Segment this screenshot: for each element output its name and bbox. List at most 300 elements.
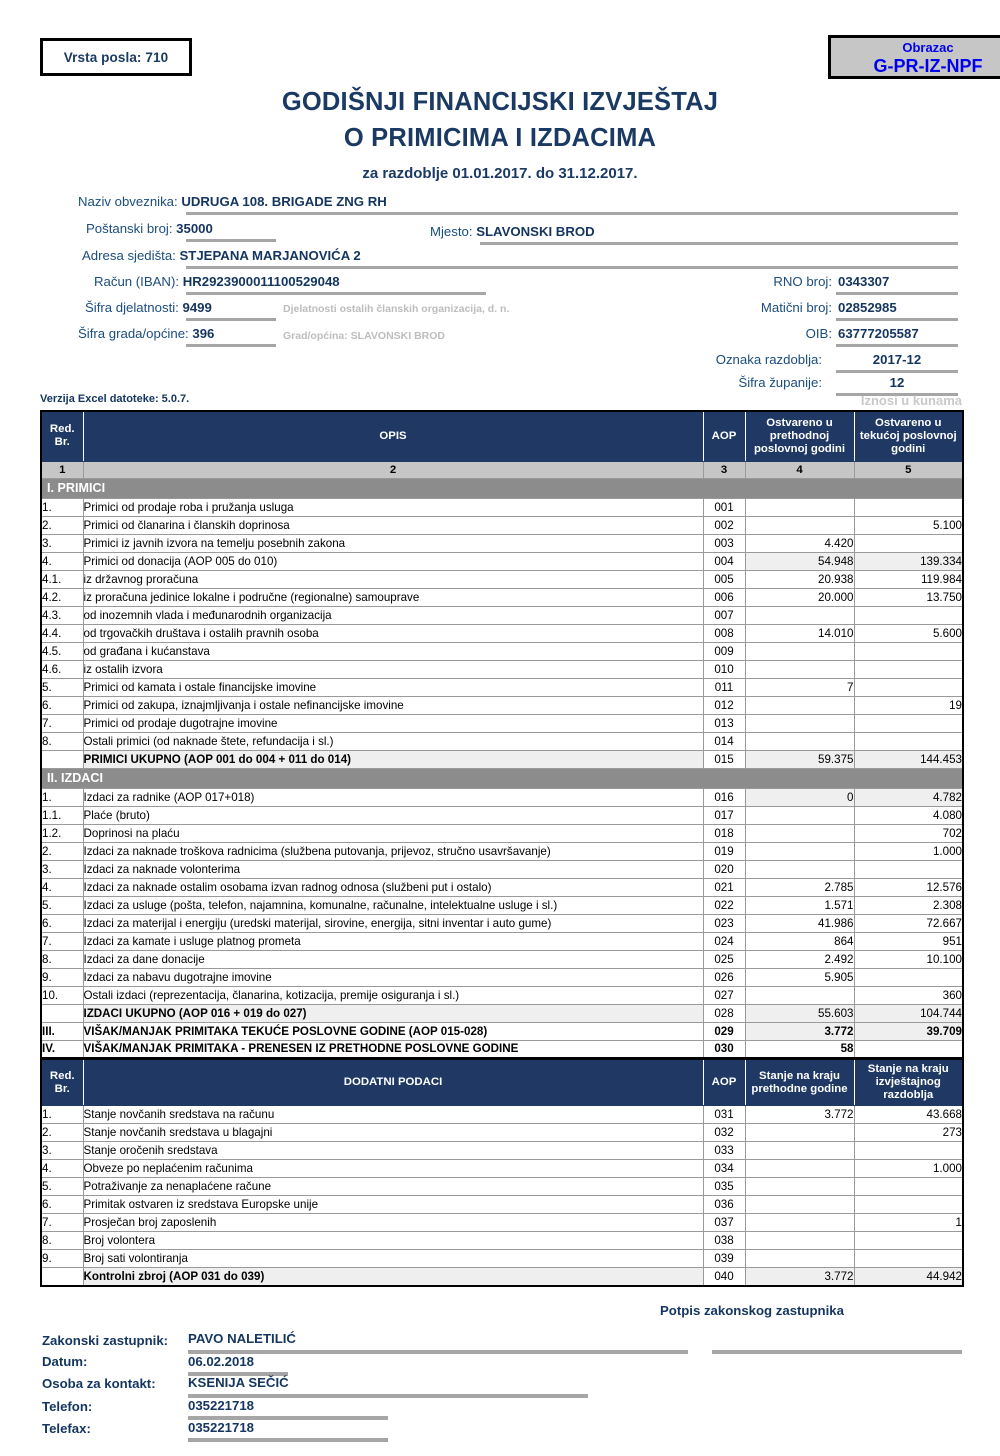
row-current-year-amount: 72.667 (854, 914, 963, 932)
table-row (41, 896, 963, 914)
row-current-year-amount (854, 968, 963, 986)
row-current-year-amount: 1 (854, 1214, 963, 1232)
row-previous-year-amount (745, 498, 854, 516)
sifra-grada-field (78, 326, 214, 341)
row-number: 8. (41, 732, 83, 750)
rno-broj-label: RNO broj: (773, 274, 832, 289)
report-period: za razdoblje 01.01.2017. do 31.12.2017. (362, 165, 638, 182)
table-row (41, 1124, 963, 1142)
mjesto-label: Mjesto: (430, 224, 473, 239)
section-izdaci (41, 768, 963, 788)
datum-label: Datum: (42, 1354, 88, 1369)
row-previous-year-amount: 3.772 (745, 1106, 854, 1124)
zakonski-zastupnik-value: PAVO NALETILIĆ (188, 1331, 296, 1346)
row-description: Primici od članarina i članskih doprinosa (83, 516, 703, 534)
oib-underline (836, 344, 958, 347)
row-description: Primici od zakupa, iznajmljivanja i ostale nefinancijske imovine (83, 696, 703, 714)
row-description: iz proračuna jedinice lokalne i područne (regionalne) samouprave (83, 588, 703, 606)
table-row (41, 642, 963, 660)
excel-version-label: Verzija Excel datoteke: 5.0.7. (40, 393, 190, 405)
telefax-value: 035221718 (188, 1420, 255, 1435)
row-current-year-amount (854, 860, 963, 878)
row-number: 3. (41, 534, 83, 552)
col-header-red-br-line2: Br. (54, 436, 70, 449)
section-primici (41, 478, 963, 498)
maticni-broj-label: Matični broj: (760, 300, 832, 315)
row-current-year-amount: 39.709 (854, 1022, 963, 1040)
racun-iban-field (94, 274, 340, 289)
row-description: PRIMICI UKUPNO (AOP 001 do 004 + 011 do 014) (83, 750, 703, 768)
row-current-year-amount: 360 (854, 986, 963, 1004)
table-row (41, 1250, 963, 1268)
row-current-year-amount (854, 642, 963, 660)
row-previous-year-amount (745, 1214, 854, 1232)
row-aop-code: 021 (703, 878, 745, 896)
row-aop-code: 018 (703, 824, 745, 842)
row-number: 9. (41, 1250, 83, 1268)
row-previous-year-amount: 55.603 (745, 1004, 854, 1022)
maticni-broj-underline (836, 318, 958, 321)
row-number: 4.2. (41, 588, 83, 606)
row-aop-code: 031 (703, 1106, 745, 1124)
racun-iban-underline (186, 292, 486, 295)
table-row (41, 878, 963, 896)
row-current-year-amount: 273 (854, 1124, 963, 1142)
mjesto-underline (480, 242, 958, 245)
row-description: Stanje novčanih sredstava u blagajni (83, 1124, 703, 1142)
row-description: Izdaci za kamate i usluge platnog prometa (83, 932, 703, 950)
row-description: Izdaci za nabavu dugotrajne imovine (83, 968, 703, 986)
row-number: 5. (41, 678, 83, 696)
row-description: Ostali izdaci (reprezentacija, članarina, kotizacija, premije osiguranja i sl.) (83, 986, 703, 1004)
row-aop-code: 035 (703, 1178, 745, 1196)
row-aop-code: 033 (703, 1142, 745, 1160)
table-row (41, 1022, 963, 1040)
table-row (41, 1178, 963, 1196)
oznaka-razdoblja-label: Oznaka razdoblja: (715, 352, 822, 367)
row-aop-code: 040 (703, 1268, 745, 1286)
row-number (41, 1268, 83, 1286)
sifra-djelatnosti-note: Djelatnosti ostalih članskih organizacija, d. n. (283, 303, 510, 315)
row-previous-year-amount (745, 824, 854, 842)
sifra-djelatnosti-underline (186, 318, 276, 321)
add-col-header-red-br-line1: Red. (49, 1069, 75, 1082)
row-number: 1. (41, 1106, 83, 1124)
add-col-header-aop: AOP (703, 1059, 745, 1106)
row-aop-code: 004 (703, 552, 745, 570)
row-number: 5. (41, 1178, 83, 1196)
table-row (41, 678, 963, 696)
row-current-year-amount (854, 660, 963, 678)
zakonski-zastupnik-label: Zakonski zastupnik: (42, 1333, 169, 1348)
telefax-label: Telefax: (42, 1421, 91, 1436)
colnum-4: 4 (745, 461, 854, 478)
row-aop-code: 034 (703, 1160, 745, 1178)
row-previous-year-amount (745, 860, 854, 878)
report-title-line-1: GODIŠNJI FINANCIJSKI IZVJEŠTAJ (281, 88, 719, 116)
row-number: 3. (41, 1142, 83, 1160)
currency-note: Iznosi u kunama (860, 393, 962, 408)
oznaka-razdoblja-value: 2017-12 (872, 352, 922, 367)
row-description: iz državnog proračuna (83, 570, 703, 588)
row-current-year-amount (854, 606, 963, 624)
row-previous-year-amount (745, 696, 854, 714)
table-row (41, 788, 963, 806)
table-row (41, 1268, 963, 1286)
col-header-red-br (41, 411, 83, 461)
oib-label: OIB: (805, 326, 832, 341)
row-aop-code: 009 (703, 642, 745, 660)
rno-broj-value: 0343307 (838, 274, 890, 289)
row-previous-year-amount: 7 (745, 678, 854, 696)
row-aop-code: 027 (703, 986, 745, 1004)
row-previous-year-amount (745, 1250, 854, 1268)
row-aop-code: 039 (703, 1250, 745, 1268)
row-number: 7. (41, 714, 83, 732)
sifra-grada-underline (186, 344, 276, 347)
table-row (41, 968, 963, 986)
section-izdaci-label: II. IZDACI (41, 768, 963, 788)
row-previous-year-amount: 41.986 (745, 914, 854, 932)
main-table-body (41, 478, 963, 1058)
row-description: Izdaci za usluge (pošta, telefon, najamnina, komunalne, računalne, intelektualne usluge i sl.) (83, 896, 703, 914)
row-number: 7. (41, 1214, 83, 1232)
row-aop-code: 012 (703, 696, 745, 714)
table-row (41, 516, 963, 534)
table-row (41, 1232, 963, 1250)
row-number: 1. (41, 788, 83, 806)
row-previous-year-amount: 20.938 (745, 570, 854, 588)
row-current-year-amount: 44.942 (854, 1268, 963, 1286)
row-previous-year-amount: 2.785 (745, 878, 854, 896)
row-number: 10. (41, 986, 83, 1004)
row-description: Ostali primici (od naknade štete, refundacija i sl.) (83, 732, 703, 750)
datum-value: 06.02.2018 (188, 1354, 255, 1369)
row-description: Izdaci za dane donacije (83, 950, 703, 968)
row-current-year-amount: 951 (854, 932, 963, 950)
row-current-year-amount (854, 1040, 963, 1058)
row-current-year-amount: 104.744 (854, 1004, 963, 1022)
row-current-year-amount (854, 1250, 963, 1268)
naziv-obveznika-underline (186, 212, 958, 215)
row-aop-code: 013 (703, 714, 745, 732)
adresa-sjedista-underline (186, 266, 958, 269)
colnum-3: 3 (703, 461, 745, 478)
row-previous-year-amount: 1.571 (745, 896, 854, 914)
row-aop-code: 026 (703, 968, 745, 986)
row-description: Stanje novčanih sredstava na računu (83, 1106, 703, 1124)
oznaka-razdoblja-underline (836, 370, 958, 373)
row-previous-year-amount: 59.375 (745, 750, 854, 768)
telefax-line (188, 1438, 388, 1442)
table-row (41, 932, 963, 950)
row-current-year-amount (854, 534, 963, 552)
oib-value: 63777205587 (838, 326, 919, 341)
row-number (41, 1004, 83, 1022)
row-aop-code: 032 (703, 1124, 745, 1142)
postanski-broj-label: Poštanski broj: (86, 221, 173, 236)
maticni-broj-value: 02852985 (838, 300, 897, 315)
row-current-year-amount: 4.782 (854, 788, 963, 806)
row-number: 4. (41, 1160, 83, 1178)
row-aop-code: 030 (703, 1040, 745, 1058)
row-current-year-amount: 12.576 (854, 878, 963, 896)
table-row (41, 1160, 963, 1178)
row-previous-year-amount: 20.000 (745, 588, 854, 606)
row-previous-year-amount: 58 (745, 1040, 854, 1058)
row-current-year-amount: 43.668 (854, 1106, 963, 1124)
row-number: 4.6. (41, 660, 83, 678)
row-aop-code: 022 (703, 896, 745, 914)
row-description: Primitak ostvaren iz sredstava Europske unije (83, 1196, 703, 1214)
postanski-broj-underline (186, 239, 276, 242)
col-header-prethodna-godina: Ostvareno u prethodnoj poslovnoj godini (745, 411, 854, 461)
obrazac-label: Obrazac (902, 40, 954, 55)
row-current-year-amount (854, 732, 963, 750)
table-row (41, 986, 963, 1004)
row-current-year-amount: 13.750 (854, 588, 963, 606)
row-aop-code: 010 (703, 660, 745, 678)
table-row (41, 842, 963, 860)
table-row (41, 1040, 963, 1058)
colnum-5: 5 (854, 461, 963, 478)
row-aop-code: 024 (703, 932, 745, 950)
row-current-year-amount: 19 (854, 696, 963, 714)
row-number: 6. (41, 1196, 83, 1214)
row-description: Izdaci za radnike (AOP 017+018) (83, 788, 703, 806)
table-row (41, 824, 963, 842)
row-previous-year-amount (745, 986, 854, 1004)
row-previous-year-amount (745, 1196, 854, 1214)
rno-broj-underline (836, 292, 958, 295)
report-title-line-2: O PRIMICIMA I IZDACIMA (343, 124, 657, 152)
row-aop-code: 025 (703, 950, 745, 968)
col-header-aop: AOP (703, 411, 745, 461)
row-aop-code: 008 (703, 624, 745, 642)
row-number: IV. (41, 1040, 83, 1058)
row-current-year-amount: 702 (854, 824, 963, 842)
row-previous-year-amount (745, 516, 854, 534)
row-aop-code: 036 (703, 1196, 745, 1214)
row-previous-year-amount: 54.948 (745, 552, 854, 570)
row-aop-code: 038 (703, 1232, 745, 1250)
additional-table-body (41, 1106, 963, 1286)
row-previous-year-amount (745, 732, 854, 750)
row-description: od inozemnih vlada i međunarodnih organizacija (83, 606, 703, 624)
row-aop-code: 002 (703, 516, 745, 534)
row-description: Broj sati volontiranja (83, 1250, 703, 1268)
table-row (41, 552, 963, 570)
row-number: 2. (41, 842, 83, 860)
adresa-sjedista-label: Adresa sjedišta: (82, 248, 176, 263)
row-previous-year-amount (745, 714, 854, 732)
row-description: Plaće (bruto) (83, 806, 703, 824)
row-number: 1.1. (41, 806, 83, 824)
add-col-header-prethodna: Stanje na kraju prethodne godine (745, 1059, 854, 1106)
row-description: iz ostalih izvora (83, 660, 703, 678)
main-financial-table (40, 410, 964, 1059)
row-previous-year-amount: 5.905 (745, 968, 854, 986)
row-previous-year-amount (745, 1124, 854, 1142)
telefon-label: Telefon: (42, 1399, 93, 1414)
col-header-opis: OPIS (83, 411, 703, 461)
row-number: 4.5. (41, 642, 83, 660)
row-aop-code: 037 (703, 1214, 745, 1232)
row-number: 2. (41, 516, 83, 534)
column-number-row (41, 461, 963, 478)
row-description: Primici iz javnih izvora na temelju posebnih zakona (83, 534, 703, 552)
table-row (41, 1196, 963, 1214)
row-current-year-amount (854, 714, 963, 732)
row-current-year-amount: 4.080 (854, 806, 963, 824)
vrsta-posla-label: Vrsta posla: 710 (63, 49, 169, 65)
row-number: 6. (41, 696, 83, 714)
row-description: Kontrolni zbroj (AOP 031 do 039) (83, 1268, 703, 1286)
row-description: Stanje oročenih sredstava (83, 1142, 703, 1160)
row-number: 2. (41, 1124, 83, 1142)
table-row (41, 534, 963, 552)
row-current-year-amount (854, 1178, 963, 1196)
mjesto-value: SLAVONSKI BROD (476, 224, 595, 239)
colnum-2: 2 (83, 461, 703, 478)
row-number: 1.2. (41, 824, 83, 842)
row-description: VIŠAK/MANJAK PRIMITAKA - PRENESEN IZ PRETHODNE POSLOVNE GODINE (83, 1040, 703, 1058)
sifra-grada-label: Šifra grada/općine: (78, 326, 189, 341)
postanski-broj-value: 35000 (176, 221, 213, 236)
row-number: 6. (41, 914, 83, 932)
additional-table-head (41, 1059, 963, 1106)
row-description: Izdaci za materijal i energiju (uredski materijal, sirovine, energija, sitni inventar i auto gume) (83, 914, 703, 932)
row-previous-year-amount: 0 (745, 788, 854, 806)
row-aop-code: 001 (703, 498, 745, 516)
table-row (41, 1142, 963, 1160)
row-number: 8. (41, 1232, 83, 1250)
table-row (41, 914, 963, 932)
row-previous-year-amount (745, 606, 854, 624)
table-row (41, 570, 963, 588)
sifra-djelatnosti-field (85, 300, 212, 315)
row-current-year-amount: 1.000 (854, 1160, 963, 1178)
row-previous-year-amount: 4.420 (745, 534, 854, 552)
row-description: od trgovačkih društava i ostalih pravnih osoba (83, 624, 703, 642)
row-description: Prosječan broj zaposlenih (83, 1214, 703, 1232)
row-previous-year-amount: 14.010 (745, 624, 854, 642)
row-current-year-amount: 5.600 (854, 624, 963, 642)
row-previous-year-amount (745, 642, 854, 660)
racun-iban-label: Račun (IBAN): (94, 274, 180, 289)
row-aop-code: 019 (703, 842, 745, 860)
row-aop-code: 007 (703, 606, 745, 624)
row-current-year-amount (854, 1142, 963, 1160)
table-row (41, 714, 963, 732)
row-description: Primici od donacija (AOP 005 do 010) (83, 552, 703, 570)
add-col-header-izvjestajno: Stanje na kraju izvještajnog razdoblja (854, 1059, 963, 1106)
row-aop-code: 015 (703, 750, 745, 768)
table-row (41, 806, 963, 824)
row-previous-year-amount: 2.492 (745, 950, 854, 968)
main-table-head (41, 411, 963, 478)
row-number: 4.1. (41, 570, 83, 588)
adresa-sjedista-value: STJEPANA MARJANOVIĆA 2 (179, 248, 361, 263)
table-row (41, 750, 963, 768)
row-number: 7. (41, 932, 83, 950)
postanski-broj-field (86, 221, 213, 236)
row-aop-code: 014 (703, 732, 745, 750)
row-number: 4.3. (41, 606, 83, 624)
row-number: 4.4. (41, 624, 83, 642)
row-number: 8. (41, 950, 83, 968)
col-header-red-br-line1: Red. (49, 423, 75, 436)
row-description: od građana i kućanstava (83, 642, 703, 660)
col-header-tekuca-godina: Ostvareno u tekućoj poslovnoj godini (854, 411, 963, 461)
row-aop-code: 020 (703, 860, 745, 878)
table-row (41, 660, 963, 678)
row-aop-code: 006 (703, 588, 745, 606)
vrsta-posla-box (40, 38, 192, 76)
zakonski-zastupnik-line (188, 1350, 688, 1354)
row-current-year-amount: 119.984 (854, 570, 963, 588)
sifra-grada-note: Grad/općina: SLAVONSKI BROD (283, 330, 445, 342)
row-current-year-amount: 10.100 (854, 950, 963, 968)
row-aop-code: 017 (703, 806, 745, 824)
row-previous-year-amount (745, 1142, 854, 1160)
section-primici-label: I. PRIMICI (41, 478, 963, 498)
row-previous-year-amount (745, 806, 854, 824)
row-aop-code: 016 (703, 788, 745, 806)
row-current-year-amount: 144.453 (854, 750, 963, 768)
row-current-year-amount: 139.334 (854, 552, 963, 570)
sifra-grada-value: 396 (192, 326, 215, 341)
row-current-year-amount (854, 678, 963, 696)
row-description: Obveze po neplaćenim računima (83, 1160, 703, 1178)
colnum-1: 1 (41, 461, 83, 478)
row-number: 4. (41, 878, 83, 896)
racun-iban-value: HR2923900011100529048 (182, 274, 340, 289)
row-number (41, 750, 83, 768)
row-current-year-amount: 5.100 (854, 516, 963, 534)
row-number: 9. (41, 968, 83, 986)
row-previous-year-amount: 3.772 (745, 1022, 854, 1040)
row-description: VIŠAK/MANJAK PRIMITAKA TEKUĆE POSLOVNE GODINE (AOP 015-028) (83, 1022, 703, 1040)
table-row (41, 1106, 963, 1124)
additional-data-table (40, 1058, 964, 1287)
naziv-obveznika-value: UDRUGA 108. BRIGADE ZNG RH (181, 194, 387, 209)
naziv-obveznika-field (78, 194, 387, 209)
row-number: 5. (41, 896, 83, 914)
row-description: Izdaci za naknade troškova radnicima (službena putovanja, prijevoz, stručno usavršavanje) (83, 842, 703, 860)
row-description: Primici od prodaje roba i pružanja usluga (83, 498, 703, 516)
row-current-year-amount (854, 1232, 963, 1250)
row-description: Potraživanje za nenaplaćene račune (83, 1178, 703, 1196)
sifra-djelatnosti-label: Šifra djelatnosti: (85, 300, 179, 315)
table-row (41, 498, 963, 516)
row-previous-year-amount: 864 (745, 932, 854, 950)
table-row (41, 1214, 963, 1232)
sifra-zupanije-label: Šifra županije: (738, 375, 822, 390)
table-row (41, 860, 963, 878)
table-row (41, 588, 963, 606)
row-current-year-amount (854, 1196, 963, 1214)
row-description: Primici od prodaje dugotrajne imovine (83, 714, 703, 732)
osoba-za-kontakt-value: KSENIJA SEČIĆ (188, 1375, 289, 1390)
row-previous-year-amount (745, 660, 854, 678)
row-number: 4. (41, 552, 83, 570)
row-aop-code: 011 (703, 678, 745, 696)
adresa-sjedista-field (82, 248, 361, 263)
row-aop-code: 029 (703, 1022, 745, 1040)
row-aop-code: 005 (703, 570, 745, 588)
add-col-header-title: DODATNI PODACI (83, 1059, 703, 1106)
